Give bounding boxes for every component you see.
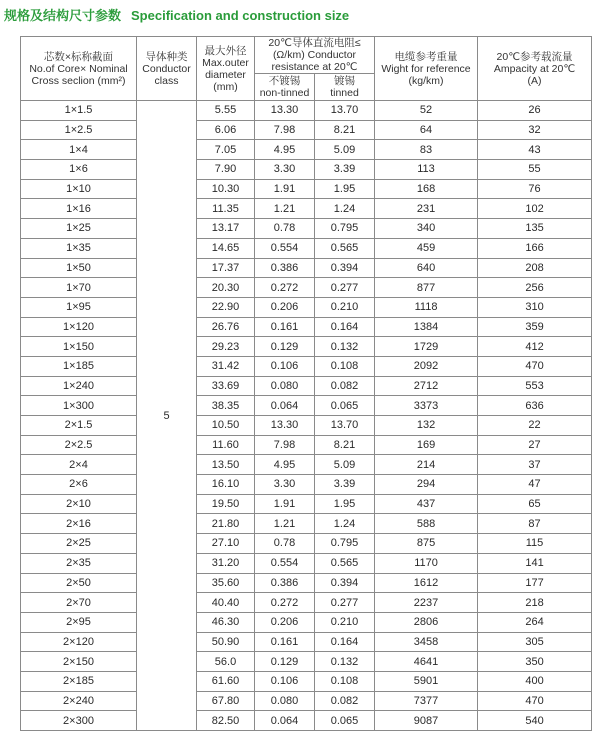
- cell-section: 1×150: [21, 337, 137, 357]
- specification-table: [20, 36, 592, 731]
- title-cn: 规格及结构尺寸参数: [4, 8, 122, 23]
- cell-tinned: 0.210: [315, 612, 375, 632]
- table-row: [21, 553, 592, 573]
- cell-diameter: 67.80: [197, 691, 255, 711]
- cell-weight: 2712: [375, 376, 478, 396]
- header-tinned: [315, 74, 375, 101]
- cell-non-tinned: 0.080: [255, 376, 315, 396]
- cell-ampacity: 177: [478, 573, 592, 593]
- cell-weight: 113: [375, 160, 478, 180]
- header-section-line: Cross seclion (mm²): [31, 74, 126, 87]
- cell-diameter: 56.0: [197, 652, 255, 672]
- cell-diameter: 20.30: [197, 278, 255, 298]
- cell-section: 1×16: [21, 199, 137, 219]
- cell-weight: 294: [375, 475, 478, 495]
- cell-non-tinned: 7.98: [255, 120, 315, 140]
- cell-ampacity: 76: [478, 179, 592, 199]
- header-conductor-class-line: class: [154, 74, 179, 87]
- header-section: [21, 37, 137, 101]
- cell-section: 2×185: [21, 671, 137, 691]
- cell-ampacity: 135: [478, 219, 592, 239]
- cell-weight: 588: [375, 514, 478, 534]
- cell-ampacity: 32: [478, 120, 592, 140]
- header-diameter: [197, 37, 255, 101]
- cell-ampacity: 636: [478, 396, 592, 416]
- cell-weight: 1118: [375, 297, 478, 317]
- cell-diameter: 29.23: [197, 337, 255, 357]
- cell-non-tinned: 0.386: [255, 258, 315, 278]
- cell-non-tinned: 4.95: [255, 455, 315, 475]
- cell-weight: 214: [375, 455, 478, 475]
- cell-ampacity: 412: [478, 337, 592, 357]
- cell-non-tinned: 3.30: [255, 475, 315, 495]
- cell-weight: 83: [375, 140, 478, 160]
- cell-ampacity: 208: [478, 258, 592, 278]
- table-row: [21, 356, 592, 376]
- cell-tinned: 13.70: [315, 416, 375, 436]
- cell-section: 2×25: [21, 534, 137, 554]
- cell-diameter: 33.69: [197, 376, 255, 396]
- cell-tinned: 0.394: [315, 573, 375, 593]
- cell-non-tinned: 0.080: [255, 691, 315, 711]
- cell-section: 1×50: [21, 258, 137, 278]
- table-row: [21, 219, 592, 239]
- header-non-tinned-line: non-tinned: [259, 87, 310, 99]
- table-row: [21, 396, 592, 416]
- cell-non-tinned: 0.78: [255, 219, 315, 239]
- cell-section: 2×2.5: [21, 435, 137, 455]
- cell-non-tinned: 0.272: [255, 593, 315, 613]
- cell-weight: 132: [375, 416, 478, 436]
- cell-tinned: 8.21: [315, 435, 375, 455]
- cell-tinned: 0.108: [315, 356, 375, 376]
- cell-tinned: 8.21: [315, 120, 375, 140]
- cell-diameter: 31.20: [197, 553, 255, 573]
- cell-non-tinned: 0.064: [255, 711, 315, 731]
- cell-diameter: 82.50: [197, 711, 255, 731]
- cell-ampacity: 26: [478, 101, 592, 121]
- cell-section: 2×4: [21, 455, 137, 475]
- cell-ampacity: 470: [478, 691, 592, 711]
- header-ampacity: [478, 37, 592, 101]
- cell-weight: 875: [375, 534, 478, 554]
- cell-non-tinned: 0.106: [255, 356, 315, 376]
- table-row: [21, 297, 592, 317]
- cell-diameter: 13.17: [197, 219, 255, 239]
- table-row: [21, 278, 592, 298]
- cell-weight: 3373: [375, 396, 478, 416]
- header-ampacity-line: 20℃参考载流量: [496, 50, 573, 63]
- cell-tinned: 0.082: [315, 376, 375, 396]
- cell-tinned: 0.132: [315, 337, 375, 357]
- cell-non-tinned: 0.554: [255, 238, 315, 258]
- cell-ampacity: 264: [478, 612, 592, 632]
- cell-non-tinned: 0.161: [255, 632, 315, 652]
- table-row: [21, 455, 592, 475]
- cell-diameter: 10.50: [197, 416, 255, 436]
- cell-non-tinned: 1.21: [255, 199, 315, 219]
- cell-diameter: 14.65: [197, 238, 255, 258]
- cell-ampacity: 256: [478, 278, 592, 298]
- header-conductor-class-line: Conductor: [142, 62, 191, 75]
- cell-ampacity: 218: [478, 593, 592, 613]
- cell-weight: 3458: [375, 632, 478, 652]
- cell-non-tinned: 4.95: [255, 140, 315, 160]
- header-diameter-line: Max.outer: [202, 56, 249, 69]
- cell-non-tinned: 13.30: [255, 416, 315, 436]
- table-row: [21, 494, 592, 514]
- cell-tinned: 0.277: [315, 278, 375, 298]
- table-row: [21, 258, 592, 278]
- cell-tinned: 0.565: [315, 238, 375, 258]
- cell-ampacity: 47: [478, 475, 592, 495]
- cell-weight: 1729: [375, 337, 478, 357]
- cell-ampacity: 350: [478, 652, 592, 672]
- cell-ampacity: 87: [478, 514, 592, 534]
- cell-diameter: 40.40: [197, 593, 255, 613]
- cell-diameter: 61.60: [197, 671, 255, 691]
- table-row: [21, 612, 592, 632]
- cell-tinned: 0.277: [315, 593, 375, 613]
- header-conductor-class: [137, 37, 197, 101]
- header-resistance-line: 20℃导体直流电阻≤: [268, 37, 361, 49]
- table-row: [21, 337, 592, 357]
- header-weight-line: 电缆参考重量: [394, 50, 458, 63]
- cell-diameter: 26.76: [197, 317, 255, 337]
- cell-ampacity: 540: [478, 711, 592, 731]
- header-ampacity-line: (A): [527, 74, 542, 87]
- cell-tinned: 0.132: [315, 652, 375, 672]
- cell-non-tinned: 1.21: [255, 514, 315, 534]
- cell-tinned: 0.164: [315, 632, 375, 652]
- table-row: [21, 416, 592, 436]
- cell-non-tinned: 0.129: [255, 652, 315, 672]
- cell-section: 2×35: [21, 553, 137, 573]
- cell-ampacity: 55: [478, 160, 592, 180]
- header-conductor-class-line: 导体种类: [145, 50, 188, 63]
- cell-ampacity: 22: [478, 416, 592, 436]
- cell-diameter: 6.06: [197, 120, 255, 140]
- cell-weight: 1384: [375, 317, 478, 337]
- table-row: [21, 632, 592, 652]
- cell-section: 2×240: [21, 691, 137, 711]
- title-en: Specification and construction size: [131, 8, 350, 23]
- cell-tinned: 5.09: [315, 140, 375, 160]
- table-row: [21, 376, 592, 396]
- table-row: [21, 652, 592, 672]
- cell-weight: 459: [375, 238, 478, 258]
- cell-section: 2×300: [21, 711, 137, 731]
- table-row: [21, 160, 592, 180]
- cell-tinned: 0.065: [315, 711, 375, 731]
- cell-tinned: 1.95: [315, 179, 375, 199]
- cell-section: 1×95: [21, 297, 137, 317]
- header-section-line: 芯数×标称截面: [43, 50, 114, 63]
- cell-section: 1×10: [21, 179, 137, 199]
- cell-ampacity: 115: [478, 534, 592, 554]
- table-row: [21, 120, 592, 140]
- cell-diameter: 7.05: [197, 140, 255, 160]
- cell-section: 1×120: [21, 317, 137, 337]
- header-resistance-line: resistance at 20℃: [271, 61, 358, 73]
- cell-section: 2×95: [21, 612, 137, 632]
- cell-ampacity: 166: [478, 238, 592, 258]
- table-row: [21, 573, 592, 593]
- cell-non-tinned: 0.106: [255, 671, 315, 691]
- cell-section: 1×25: [21, 219, 137, 239]
- cell-tinned: 3.39: [315, 475, 375, 495]
- cell-non-tinned: 0.161: [255, 317, 315, 337]
- cell-tinned: 0.210: [315, 297, 375, 317]
- cell-ampacity: 305: [478, 632, 592, 652]
- cell-tinned: 0.164: [315, 317, 375, 337]
- header-non-tinned: [255, 74, 315, 101]
- table-row: [21, 711, 592, 731]
- header-weight-line: (kg/km): [408, 74, 444, 87]
- cell-ampacity: 37: [478, 455, 592, 475]
- cell-non-tinned: 0.206: [255, 297, 315, 317]
- header-tinned-line: 镀锡: [334, 75, 355, 87]
- header-ampacity-line: Ampacity at 20℃: [493, 62, 576, 75]
- cell-diameter: 21.80: [197, 514, 255, 534]
- cell-ampacity: 359: [478, 317, 592, 337]
- cell-weight: 231: [375, 199, 478, 219]
- cell-weight: 64: [375, 120, 478, 140]
- cell-section: 2×6: [21, 475, 137, 495]
- cell-tinned: 0.082: [315, 691, 375, 711]
- cell-diameter: 7.90: [197, 160, 255, 180]
- header-resistance: [255, 37, 375, 74]
- cell-ampacity: 400: [478, 671, 592, 691]
- table-row: [21, 534, 592, 554]
- cell-non-tinned: 7.98: [255, 435, 315, 455]
- cell-ampacity: 553: [478, 376, 592, 396]
- cell-non-tinned: 0.206: [255, 612, 315, 632]
- page-title: [4, 6, 349, 26]
- cell-non-tinned: 1.91: [255, 494, 315, 514]
- cell-ampacity: 470: [478, 356, 592, 376]
- cell-tinned: 1.24: [315, 199, 375, 219]
- header-non-tinned-line: 不镀锡: [268, 75, 301, 87]
- header-section-line: No.of Core× Nominal: [29, 62, 128, 75]
- cell-weight: 640: [375, 258, 478, 278]
- cell-tinned: 0.795: [315, 534, 375, 554]
- cell-weight: 437: [375, 494, 478, 514]
- cell-section: 2×70: [21, 593, 137, 613]
- cell-non-tinned: 0.554: [255, 553, 315, 573]
- table-row: [21, 514, 592, 534]
- cell-diameter: 17.37: [197, 258, 255, 278]
- cell-tinned: 0.565: [315, 553, 375, 573]
- cell-weight: 2237: [375, 593, 478, 613]
- cell-ampacity: 65: [478, 494, 592, 514]
- cell-diameter: 11.35: [197, 199, 255, 219]
- cell-tinned: 0.795: [315, 219, 375, 239]
- cell-section: 1×35: [21, 238, 137, 258]
- cell-non-tinned: 0.272: [255, 278, 315, 298]
- cell-tinned: 5.09: [315, 455, 375, 475]
- cell-diameter: 46.30: [197, 612, 255, 632]
- cell-tinned: 3.39: [315, 160, 375, 180]
- cell-weight: 2092: [375, 356, 478, 376]
- cell-non-tinned: 0.386: [255, 573, 315, 593]
- header-tinned-line: tinned: [330, 87, 359, 99]
- header-diameter-line: 最大外径: [204, 44, 247, 57]
- table-body: [21, 101, 592, 731]
- cell-section: 1×185: [21, 356, 137, 376]
- table-row: [21, 101, 592, 121]
- cell-weight: 5901: [375, 671, 478, 691]
- cell-section: 2×50: [21, 573, 137, 593]
- table-row: [21, 199, 592, 219]
- cell-tinned: 1.95: [315, 494, 375, 514]
- cell-weight: 169: [375, 435, 478, 455]
- cell-diameter: 16.10: [197, 475, 255, 495]
- cell-diameter: 13.50: [197, 455, 255, 475]
- cell-non-tinned: 3.30: [255, 160, 315, 180]
- cell-weight: 168: [375, 179, 478, 199]
- table-row: [21, 238, 592, 258]
- cell-diameter: 11.60: [197, 435, 255, 455]
- cell-section: 1×300: [21, 396, 137, 416]
- cell-diameter: 27.10: [197, 534, 255, 554]
- header-weight-line: Wight for reference: [381, 62, 471, 75]
- cell-ampacity: 310: [478, 297, 592, 317]
- cell-weight: 52: [375, 101, 478, 121]
- cell-tinned: 0.108: [315, 671, 375, 691]
- cell-section: 1×2.5: [21, 120, 137, 140]
- cell-section: 2×16: [21, 514, 137, 534]
- cell-ampacity: 43: [478, 140, 592, 160]
- table-row: [21, 475, 592, 495]
- cell-non-tinned: 0.78: [255, 534, 315, 554]
- header-diameter-line: diameter: [205, 68, 246, 81]
- cell-section: 1×4: [21, 140, 137, 160]
- table-row: [21, 691, 592, 711]
- cell-weight: 1612: [375, 573, 478, 593]
- cell-section: 1×70: [21, 278, 137, 298]
- cell-diameter: 22.90: [197, 297, 255, 317]
- cell-weight: 9087: [375, 711, 478, 731]
- cell-ampacity: 102: [478, 199, 592, 219]
- header-weight: [375, 37, 478, 101]
- cell-non-tinned: 0.064: [255, 396, 315, 416]
- cell-weight: 4641: [375, 652, 478, 672]
- cell-section: 1×6: [21, 160, 137, 180]
- cell-diameter: 35.60: [197, 573, 255, 593]
- cell-non-tinned: 1.91: [255, 179, 315, 199]
- table-row: [21, 593, 592, 613]
- cell-diameter: 38.35: [197, 396, 255, 416]
- header-diameter-line: (mm): [213, 80, 238, 93]
- table-row: [21, 671, 592, 691]
- cell-diameter: 5.55: [197, 101, 255, 121]
- cell-diameter: 10.30: [197, 179, 255, 199]
- cell-weight: 877: [375, 278, 478, 298]
- cell-section: 1×240: [21, 376, 137, 396]
- cell-tinned: 0.065: [315, 396, 375, 416]
- cell-non-tinned: 13.30: [255, 101, 315, 121]
- table-row: [21, 317, 592, 337]
- cell-weight: 7377: [375, 691, 478, 711]
- cell-diameter: 19.50: [197, 494, 255, 514]
- cell-diameter: 31.42: [197, 356, 255, 376]
- cell-weight: 2806: [375, 612, 478, 632]
- cell-non-tinned: 0.129: [255, 337, 315, 357]
- cell-ampacity: 27: [478, 435, 592, 455]
- cell-conductor-class: 5: [137, 101, 197, 731]
- table-row: [21, 140, 592, 160]
- table-row: [21, 435, 592, 455]
- cell-ampacity: 141: [478, 553, 592, 573]
- cell-section: 2×1.5: [21, 416, 137, 436]
- cell-weight: 340: [375, 219, 478, 239]
- header-resistance-line: (Ω/km) Conductor: [272, 49, 357, 61]
- cell-tinned: 1.24: [315, 514, 375, 534]
- cell-tinned: 13.70: [315, 101, 375, 121]
- cell-tinned: 0.394: [315, 258, 375, 278]
- cell-section: 2×150: [21, 652, 137, 672]
- cell-section: 2×10: [21, 494, 137, 514]
- table-row: [21, 179, 592, 199]
- cell-weight: 1170: [375, 553, 478, 573]
- cell-section: 2×120: [21, 632, 137, 652]
- cell-diameter: 50.90: [197, 632, 255, 652]
- cell-section: 1×1.5: [21, 101, 137, 121]
